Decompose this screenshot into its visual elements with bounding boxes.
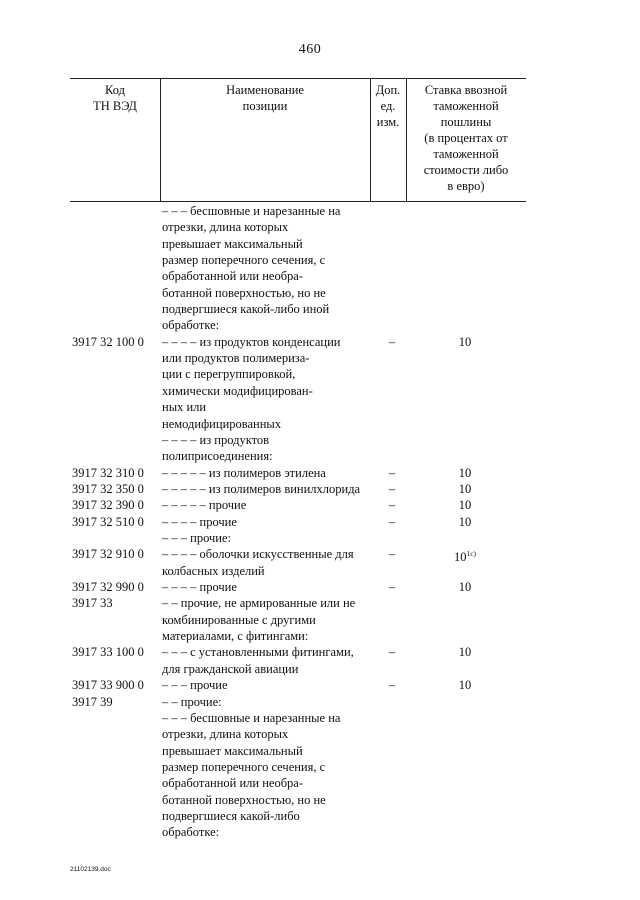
row-name-line: ных или [162, 400, 207, 415]
header-code: Код ТН ВЭД [93, 83, 137, 113]
row-name-line: превышает максимальный [162, 743, 303, 758]
row-code: 3917 32 910 0 [72, 547, 144, 562]
row-name-line: немодифицированных [162, 416, 282, 431]
row-code: 3917 32 100 0 [72, 334, 144, 349]
row-name [162, 334, 372, 432]
row-name [162, 530, 372, 546]
row-unit: – [388, 514, 396, 529]
row-rate-value: 10 [458, 465, 472, 480]
row-code: 3917 32 310 0 [72, 465, 144, 480]
row-name [162, 595, 372, 644]
row-code: 3917 32 350 0 [72, 481, 144, 496]
row-unit: – [388, 334, 396, 349]
header-name: Наименование позиции [226, 83, 304, 113]
row-name-line: или продуктов полимериза- [162, 351, 310, 366]
row-rate-footnote: 1с) [466, 549, 477, 559]
footer-filename: 21102139.doc [70, 866, 111, 873]
row-name-line: ботанной поверхностью, но не [162, 792, 326, 807]
row-name-line: комбинированные с другими [162, 612, 316, 627]
row-code: 3917 32 990 0 [72, 580, 144, 595]
row-name [162, 481, 372, 497]
row-name-line: – – – с установленными фитингами, [162, 645, 354, 660]
row-rate [405, 497, 525, 513]
row-unit: – [388, 481, 396, 496]
row-name-line: обработке: [162, 825, 220, 840]
row-name-line: отрезки, длина которых [162, 727, 289, 742]
row-rate-value: 10 [458, 334, 472, 349]
row-code: 3917 32 390 0 [72, 498, 144, 513]
row-rate [405, 579, 525, 595]
row-name-line: ции с перегруппировкой, [162, 367, 296, 382]
row-name [162, 694, 372, 710]
row-name-line: – – – – – из полимеров этилена [162, 465, 326, 480]
row-code: 3917 33 100 0 [72, 645, 144, 660]
row-name-line: – – – бесшовные и нарезанные на [162, 204, 341, 218]
row-unit: – [388, 580, 396, 595]
row-rate [405, 465, 525, 481]
row-name [162, 203, 372, 334]
row-name-line: колбасных изделий [162, 563, 265, 578]
row-name-line: – – – прочие: [162, 531, 231, 545]
row-name-line: подвергшиеся какой-либо иной [162, 302, 330, 317]
header-rate: Ставка ввозной таможенной пошлины (в процентах от таможенной стоимости либо в евро) [423, 83, 509, 193]
row-rate [405, 546, 525, 565]
row-rate-value: 10 [458, 580, 472, 595]
row-rate-value: 10 [458, 514, 472, 529]
row-name-line: ботанной поверхностью, но не [162, 285, 326, 300]
row-rate-value: 10 [458, 498, 472, 513]
row-rate [405, 514, 525, 530]
row-name-line: превышает максимальный [162, 236, 303, 251]
row-name-line: размер поперечного сечения, с [162, 253, 326, 268]
row-name [162, 465, 372, 481]
row-name-line: размер поперечного сечения, с [162, 759, 326, 774]
row-unit: – [388, 645, 396, 660]
row-name-line: – – – – прочие [162, 580, 237, 595]
header-unit: Доп. ед. изм. [375, 83, 401, 129]
row-name-line: – – – – из продуктов [162, 432, 270, 447]
row-name-line: обработанной или необра- [162, 776, 304, 791]
row-name [162, 514, 372, 530]
row-name [162, 497, 372, 513]
row-rate [405, 677, 525, 693]
row-name-line: – – – – из продуктов конденсации [162, 334, 341, 349]
row-rate [405, 644, 525, 660]
row-rate-value: 10 [458, 678, 472, 693]
row-name-line: – – – – – прочие [162, 498, 247, 513]
row-rate [405, 481, 525, 497]
row-code: 3917 32 510 0 [72, 514, 144, 529]
row-rate-value: 10 [458, 645, 472, 660]
row-name-line: – – прочие: [162, 694, 222, 709]
row-unit: – [388, 498, 396, 513]
row-name-line: материалами, с фитингами: [162, 629, 309, 644]
row-rate-value: 10 [453, 550, 467, 565]
row-name [162, 644, 372, 677]
row-name-line: – – – – прочие [162, 514, 237, 529]
row-rate [405, 334, 525, 350]
row-name-line: – – – – – из полимеров винилхлорида [162, 481, 361, 496]
row-name-line: – – прочие, не армированные или не [162, 596, 356, 611]
row-name [162, 710, 372, 841]
row-name-line: – – – прочие [162, 678, 228, 693]
row-name-line: для гражданской авиации [162, 661, 299, 676]
row-name [162, 579, 372, 595]
row-name [162, 677, 372, 693]
row-name-line: – – – бесшовные и нарезанные на [162, 710, 341, 725]
row-unit: – [388, 547, 396, 562]
row-name-line: подвергшиеся какой-либо [162, 808, 300, 823]
row-name [162, 432, 372, 465]
row-unit: – [388, 465, 396, 480]
row-name [162, 546, 372, 579]
row-code: 3917 39 [72, 694, 113, 709]
row-name-line: обработке: [162, 318, 220, 333]
row-unit: – [388, 678, 396, 693]
page-number-text: 460 [298, 42, 322, 57]
row-code: 3917 33 [72, 596, 113, 611]
row-name-line: полиприсоединения: [162, 449, 273, 464]
row-name-line: – – – – оболочки искусственные для [162, 547, 354, 562]
row-name-line: химически модифицирован- [162, 383, 313, 398]
row-rate-value: 10 [458, 481, 472, 496]
row-name-line: обработанной или необра- [162, 269, 304, 284]
row-code: 3917 33 900 0 [72, 678, 144, 693]
row-name-line: отрезки, длина которых [162, 220, 289, 235]
